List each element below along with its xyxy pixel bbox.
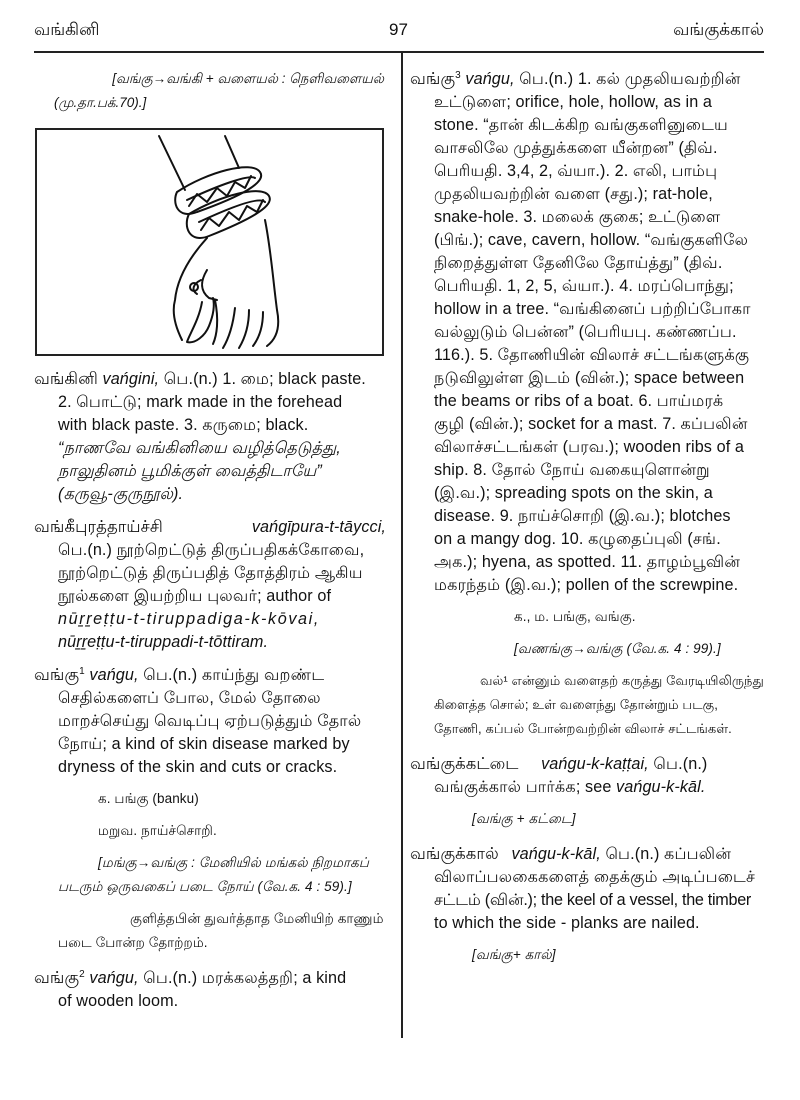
explanation-note: வல்¹ என்னும் வளைதற் கருத்து வேரடியிலிருந்து bbox=[480, 673, 764, 688]
definition-line: வல்லுடும் பென்ன” (பெரியபு. கண்ணப்ப. bbox=[434, 323, 737, 341]
definition-text: with black paste. 3. கருமை; black. bbox=[58, 416, 309, 434]
homonym-number: 1 bbox=[79, 666, 85, 677]
homonym-number: 2 bbox=[79, 969, 85, 980]
etymology-note: [வணங்கு→வங்கு (வே.க. 4 : 99).] bbox=[514, 641, 721, 656]
variant-note: மறுவ. நாய்ச்சொறி. bbox=[98, 823, 217, 838]
transliteration: vańgu-k-kaṭṭai, bbox=[541, 755, 649, 773]
definition-text: பெ.(n.) 1. கல் முதலியவற்றின் bbox=[519, 70, 741, 88]
cognate-note: க. பங்கு (banku) bbox=[98, 791, 199, 806]
headword: வங்கு bbox=[34, 666, 80, 684]
part-of-speech: பெ.(n.) bbox=[163, 370, 218, 388]
left-guide-word: வங்கினி bbox=[34, 20, 100, 39]
definition-text: நூற்றெட்டுத் திருப்பதித் தோத்திரம் ஆகிய bbox=[58, 564, 363, 582]
definition-line: அக.); hyena, as spotted. 11. தாழம்பூவின் bbox=[434, 553, 741, 571]
headword: வங்குக்கட்டை bbox=[410, 755, 519, 773]
headword: வங்கு bbox=[410, 70, 456, 88]
explanation-note: குளித்தபின் துவர்த்தாத மேனியிற் காணும் bbox=[130, 911, 384, 926]
right-column bbox=[410, 68, 766, 967]
entry-vangipura-t-taycci bbox=[34, 516, 390, 654]
definition-line: முதலியவற்றின் வளை (சது.); rat-hole, bbox=[434, 185, 713, 203]
definition-line: disease. 9. நாய்ச்சொறி (இ.வ.); blotches bbox=[434, 507, 731, 525]
left-column-entries bbox=[34, 368, 390, 1013]
definition-line: பெரியதி. 1, 2, 5, வ்யா.). 4. மரப்பொந்து; bbox=[434, 277, 734, 295]
quotation-source: (கருவூ-குருநூல்). bbox=[58, 485, 184, 503]
definition-text: to which the side - planks are nailed. bbox=[434, 914, 700, 932]
definition-text: விலாப்பலகைகளைத் தைக்கும் அடிப்படைச் bbox=[434, 868, 756, 886]
definition-line: (பிங்.); cave, cavern, hollow. “வங்குகளிலே bbox=[434, 231, 749, 249]
etymology-note: [வங்கு+ கால்] bbox=[472, 947, 556, 962]
entry-vangu-k-kattai bbox=[410, 753, 766, 831]
definition-line: பெரியதி. 3,4, 2, வ்யா.). 2. எலி, பாம்பு bbox=[434, 162, 718, 180]
work-title: nūṟṟeṭṭu-t-tiruppadi-t-tōttiram. bbox=[58, 633, 269, 651]
transliteration: vańgu, bbox=[89, 666, 139, 684]
part-of-speech: பெ.(n.) bbox=[653, 755, 708, 773]
definition-line: உட்டுளை; orifice, hole, hollow, as in a bbox=[434, 93, 712, 111]
explanation-note-continued: கிளைத்த சொல்; உள் வளைந்து தோன்றும் படகு, bbox=[434, 697, 718, 712]
explanation-note-continued: தோணி, கப்பல் போன்றவற்றின் விலாச் சட்டங்கள். bbox=[434, 721, 732, 736]
headword: வங்குக்கால் bbox=[410, 845, 499, 863]
entry-vangini bbox=[34, 368, 390, 506]
column-divider bbox=[401, 52, 403, 1038]
etymology-note: [வங்கு + கட்டை] bbox=[472, 811, 576, 826]
definition-line: நடுவிலுள்ள இடம் (வின்.); space between bbox=[434, 369, 745, 387]
cross-reference-link[interactable]: vańgu-k-kāl. bbox=[616, 778, 706, 796]
cognate-note: க., ம. பங்கு, வங்கு. bbox=[514, 609, 636, 624]
definition-line: வாசலிலே முத்துக்களை யீன்றன” (திவ். bbox=[434, 139, 718, 157]
definition-text: பெ.(n.) கப்பலின் bbox=[605, 845, 732, 863]
work-title: nūṟṟeṭṭu-t-tiruppadiga-k-kōvai, bbox=[58, 610, 320, 628]
definition-line: குழி (வின்.); socket for a mast. 7. கப்பலின் bbox=[434, 415, 748, 433]
definition-line: (இ.வ.); spreading spots on the skin, a bbox=[434, 484, 713, 502]
definition-text: 1. மை; black paste. bbox=[222, 370, 366, 388]
homonym-number: 3 bbox=[455, 70, 461, 81]
etymology-note-continued: படரும் ஒருவகைப் படை நோய் (வே.க. 4 : 59).] bbox=[58, 879, 352, 894]
transliteration: vańgu, bbox=[89, 969, 139, 987]
definition-line: மகரந்தம் (இ.வ.); pollen of the screwpine. bbox=[434, 576, 739, 594]
definition-text: பெ.(n.) காய்ந்து வறண்ட bbox=[143, 666, 325, 684]
definition-text: of wooden loom. bbox=[58, 992, 179, 1010]
hand-with-bangles-drawing bbox=[37, 130, 382, 354]
definition-text: 2. பொட்டு; mark made in the forehead bbox=[58, 393, 343, 411]
transliteration: vańgini, bbox=[102, 370, 160, 388]
definition-body bbox=[410, 91, 766, 597]
definition-line: on a mangy dog. 10. கழுதைப்புலி (சங். bbox=[434, 530, 721, 548]
definition-line: ship. 8. தோல் நோய் வகையுளொன்று bbox=[434, 461, 710, 479]
definition-text: dryness of the skin and cuts or cracks. bbox=[58, 758, 338, 776]
etymology-note: [மங்கு→வங்கு : மேனியில் மங்கல் நிறமாகப் bbox=[98, 855, 370, 870]
left-column bbox=[34, 60, 390, 115]
page-header bbox=[34, 20, 764, 46]
definition-text: மாறச்செய்து வெடிப்பு ஏற்படுத்தும் தோல் bbox=[58, 712, 362, 730]
definition-line: hollow in a tree. “வங்கினைப் பற்றிப்போகா bbox=[434, 300, 751, 318]
definition-text: பெ.(n.) நூற்றெட்டுத் திருப்பதிகக்கோவை, bbox=[58, 541, 365, 559]
entry-vangu-2 bbox=[34, 967, 390, 1013]
definition-text: சட்டம் (வின்.); the keel of a vessel, the timber bbox=[434, 891, 751, 909]
transliteration: vańgu, bbox=[465, 70, 515, 88]
headword: வங்கினி bbox=[34, 370, 98, 388]
definition-line: stone. “தான் கிடக்கிற வங்குகளினுடைய bbox=[434, 116, 729, 134]
etymology-note: [வங்கு→வங்கி + வளையல் : நெளிவளையல் bbox=[112, 71, 384, 86]
page-number: 97 bbox=[389, 20, 408, 39]
right-guide-word: வங்குக்கால் bbox=[673, 20, 764, 39]
headword: வங்கீபுரத்தாய்ச்சி bbox=[34, 518, 163, 536]
quotation: நாலுதினம் பூமிக்குள் வைத்திடாயே” bbox=[58, 462, 322, 480]
entry-vangu-k-kal bbox=[410, 843, 766, 967]
headword: வங்கு bbox=[34, 969, 80, 987]
definition-line: நிறைத்துள்ள தேனிலே தோய்த்து” (திவ். bbox=[434, 254, 723, 272]
definition-text: நோய்; a kind of skin disease marked by bbox=[58, 735, 350, 753]
bangles-illustration bbox=[35, 128, 384, 356]
transliteration: vańgu-k-kāl, bbox=[511, 845, 601, 863]
definition-line: the beams or ribs of a boat. 6. பாய்மரக் bbox=[434, 392, 724, 410]
definition-line: 116.). 5. தோணியின் விலாச் சட்டங்களுக்கு bbox=[434, 346, 750, 364]
etymology-note-continued: (மு.தா.பக்.70).] bbox=[54, 95, 147, 110]
definition-text: பெ.(n.) மரக்கலத்தறி; a kind bbox=[143, 969, 347, 987]
entry-vangu-1 bbox=[34, 664, 390, 955]
cross-reference-text: வங்குக்கால் பார்க்க; see bbox=[434, 778, 612, 796]
definition-text: செதில்களைப் போல, மேல் தோலை bbox=[58, 689, 321, 707]
explanation-note-continued: படை போன்ற தோற்றம். bbox=[58, 935, 208, 950]
definition-text: நூல்களை இயற்றிய புலவர்; author of bbox=[58, 587, 332, 605]
definition-line: snake-hole. 3. மலைக் குகை; உட்டுளை bbox=[434, 208, 721, 226]
header-rule bbox=[34, 51, 764, 53]
transliteration: vańgīpura-t-tāycci, bbox=[251, 518, 386, 536]
entry-vangu-3 bbox=[410, 68, 766, 741]
definition-line: விலாச்சட்டங்கள் (பரவ.); wooden ribs of a bbox=[434, 438, 744, 456]
quotation: “நாணவே வங்கினியை வழித்தெடுத்து, bbox=[58, 439, 341, 457]
